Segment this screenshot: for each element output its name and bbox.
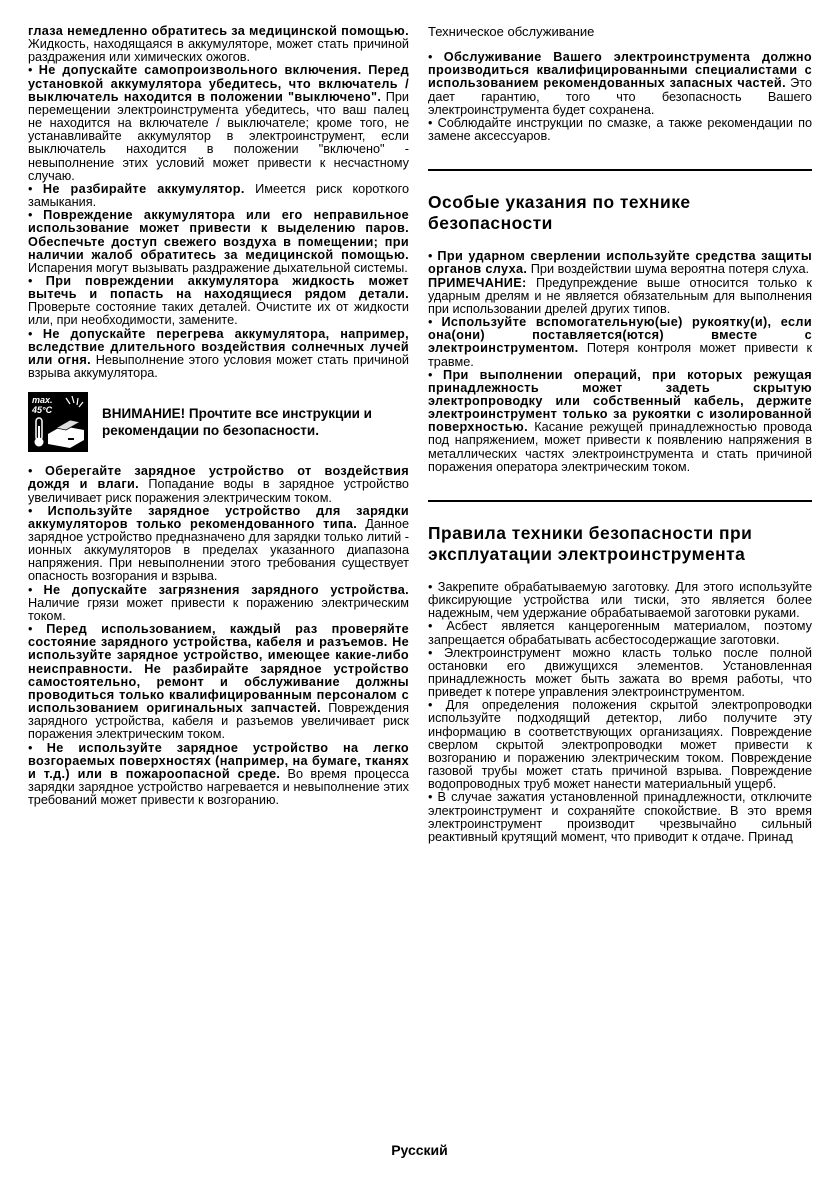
bullet-item: • При ударном сверлении используйте средства защиты органов слуха. При воздействии шума вероятна потеря слуха.: [428, 250, 812, 276]
bullet-item: • Закрепите обрабатываемую заготовку. Для этого используйте фиксирующие устройства или тиски, это является более надежным, чем удержание обрабатываемой заготовки руками.: [428, 581, 812, 620]
warning-block: [28, 392, 409, 452]
maintenance-heading: Техническое обслуживание: [428, 24, 595, 39]
page-footer-language: Русский: [391, 1142, 448, 1158]
right-column: [428, 25, 812, 844]
bullet-item: • При повреждении аккумулятора жидкость может вытечь и попасть на находящиеся рядом детали. Проверьте состояние таких деталей. Очистите их от жидкости или, при необходимости, замените.: [28, 275, 409, 328]
bullet-item: • Перед использованием, каждый раз проверяйте состояние зарядного устройства, кабеля и разъемов. Не используйте зарядное устройство, имеющее какие-либо неисправности. Не разбирайте зарядное устройство самостоятельно, ремонт и обслуживание должны проводиться только квалифицированным персоналом с использованием оригинальных запчастей. Повреждения зарядного устройства, кабеля и разъемов увеличивает риск поражения электрическим током.: [28, 623, 409, 741]
section-title: Правила техники безопасности при эксплуатации электроинструмента: [428, 522, 753, 564]
note-paragraph: ПРИМЕЧАНИЕ: Предупреждение выше относится только к ударным дрелям и не является обязательным для выполнения при использовании дрелей других типов.: [428, 275, 812, 316]
paragraph: глаза немедленно обратитесь за медицинской помощью. Жидкость, находящаяся в аккумуляторе, может стать причиной раздражения или химических ожогов.: [28, 24, 409, 65]
section-title: Особые указания по технике безопасности: [428, 192, 691, 234]
bullet-item: • Не используйте зарядное устройство на легко возгораемых поверхностях (например, на бумаге, тканях и т.д.) или в пожароопасной среде. Во время процесса зарядки зарядное устройство нагревается и невыполнение этих требований может привести к возгоранию.: [28, 742, 409, 808]
bullet-item: • Не допускайте самопроизвольного включения. Перед установкой аккумулятора убедитесь, что включатель / выключатель находится в положении "выключено". При перемещении электроинструмента убедитесь, что ваш палец не находится на включателе / выключателе; кроме того, не устанавливайте аккумулятор в электроинструмент, если выключатель находится в положении "включено" - невыполнение этих условий может привести к несчастному случаю.: [28, 64, 409, 182]
icon-label: max. 45°C: [32, 395, 53, 416]
bullet-item: • Используйте вспомогательную(ые) рукоятку(и), если она(они) поставляется(ются) вместе с электроинструментом. Потеря контроля может привести к травме.: [428, 316, 812, 369]
section-divider: [428, 500, 812, 502]
bullet-item: • Используйте зарядное устройство для зарядки аккумуляторов только рекомендованного типа. Данное зарядное устройство предназначено для зарядки только литий - ионных аккумуляторов в пределах указанного диапазона напряжения. При невыполнении этого требования существует опасность возгорания и взрыва.: [28, 505, 409, 584]
bullet-item: • Асбест является канцерогенным материалом, поэтому запрещается обрабатывать асбестосодержащие заготовки.: [428, 620, 812, 646]
bullet-item: • При выполнении операций, при которых режущая принадлежность может задеть скрытую электропроводку или собственный кабель, держите электроинструмент только за рукоятки с изолированной поверхностью. Касание режущей принадлежностью провода под напряжением, может привести к появлению напряжения в металлических частях электроинструмента и стать причиной поражения оператора электрическим током.: [428, 369, 812, 474]
bullet-item: • Повреждение аккумулятора или его неправильное использование может привести к выделению паров. Обеспечьте доступ свежего воздуха в помещении; при наличии жалоб обратитесь за медицинской помощью. Испарения могут вызывать раздражение дыхательной системы.: [28, 209, 409, 275]
section-divider: [428, 169, 812, 171]
bullet-item: • Не допускайте перегрева аккумулятора, например, вследствие длительного воздействия солнечных лучей или огня. Невыполнение этого условия может стать причиной взрыва аккумулятора.: [28, 328, 409, 381]
bullet-item: • Не разбирайте аккумулятор. Имеется риск короткого замыкания.: [28, 183, 409, 209]
bullet-item: • Обслуживание Вашего электроинструмента должно производиться квалифицированными специалистами с использованием рекомендованных запасных частей. Это дает гарантию, того что безопасность Вашего электроинструмента будет сохранена.: [428, 51, 812, 117]
bullet-item: • Для определения положения скрытой электропроводки используйте подходящий детектор, либо получите эту информацию в соответствующих организациях. Повреждение сверлом скрытой электропроводки может привести к возгоранию и поражению электрическим током. Повреждение газовой трубы может стать причиной взрыва. Повреждение водопроводных труб может нанести материальный ущерб.: [428, 699, 812, 791]
bullet-item: • Не допускайте загрязнения зарядного устройства. Наличие грязи может привести к поражению электрическим током.: [28, 584, 409, 623]
bullet-item: • В случае зажатия установленной принадлежности, отключите электроинструмент и сохраняйте спокойствие. В это время электроинструмент производит чрезвычайно сильный реактивный крутящий момент, что приводит к отдаче. Принад: [428, 791, 812, 844]
bullet-item: • Соблюдайте инструкции по смазке, а также рекомендации по замене аксессуаров.: [428, 117, 812, 143]
warning-text: ВНИМАНИЕ! Прочтите все инструкции и рекомендации по безопасности.: [102, 406, 372, 439]
left-column: [28, 25, 409, 807]
bullet-item: • Электроинструмент можно класть только после полной остановки его движущихся элементов. Установленная принадлежность может быть зажата во время работы, что приведет к потере управления электроинструментом.: [428, 647, 812, 700]
charger-temperature-icon: [28, 392, 88, 452]
bullet-item: • Оберегайте зарядное устройство от воздействия дождя и влаги. Попадание воды в зарядное устройство увеличивает риск поражения электрическим током.: [28, 465, 409, 504]
